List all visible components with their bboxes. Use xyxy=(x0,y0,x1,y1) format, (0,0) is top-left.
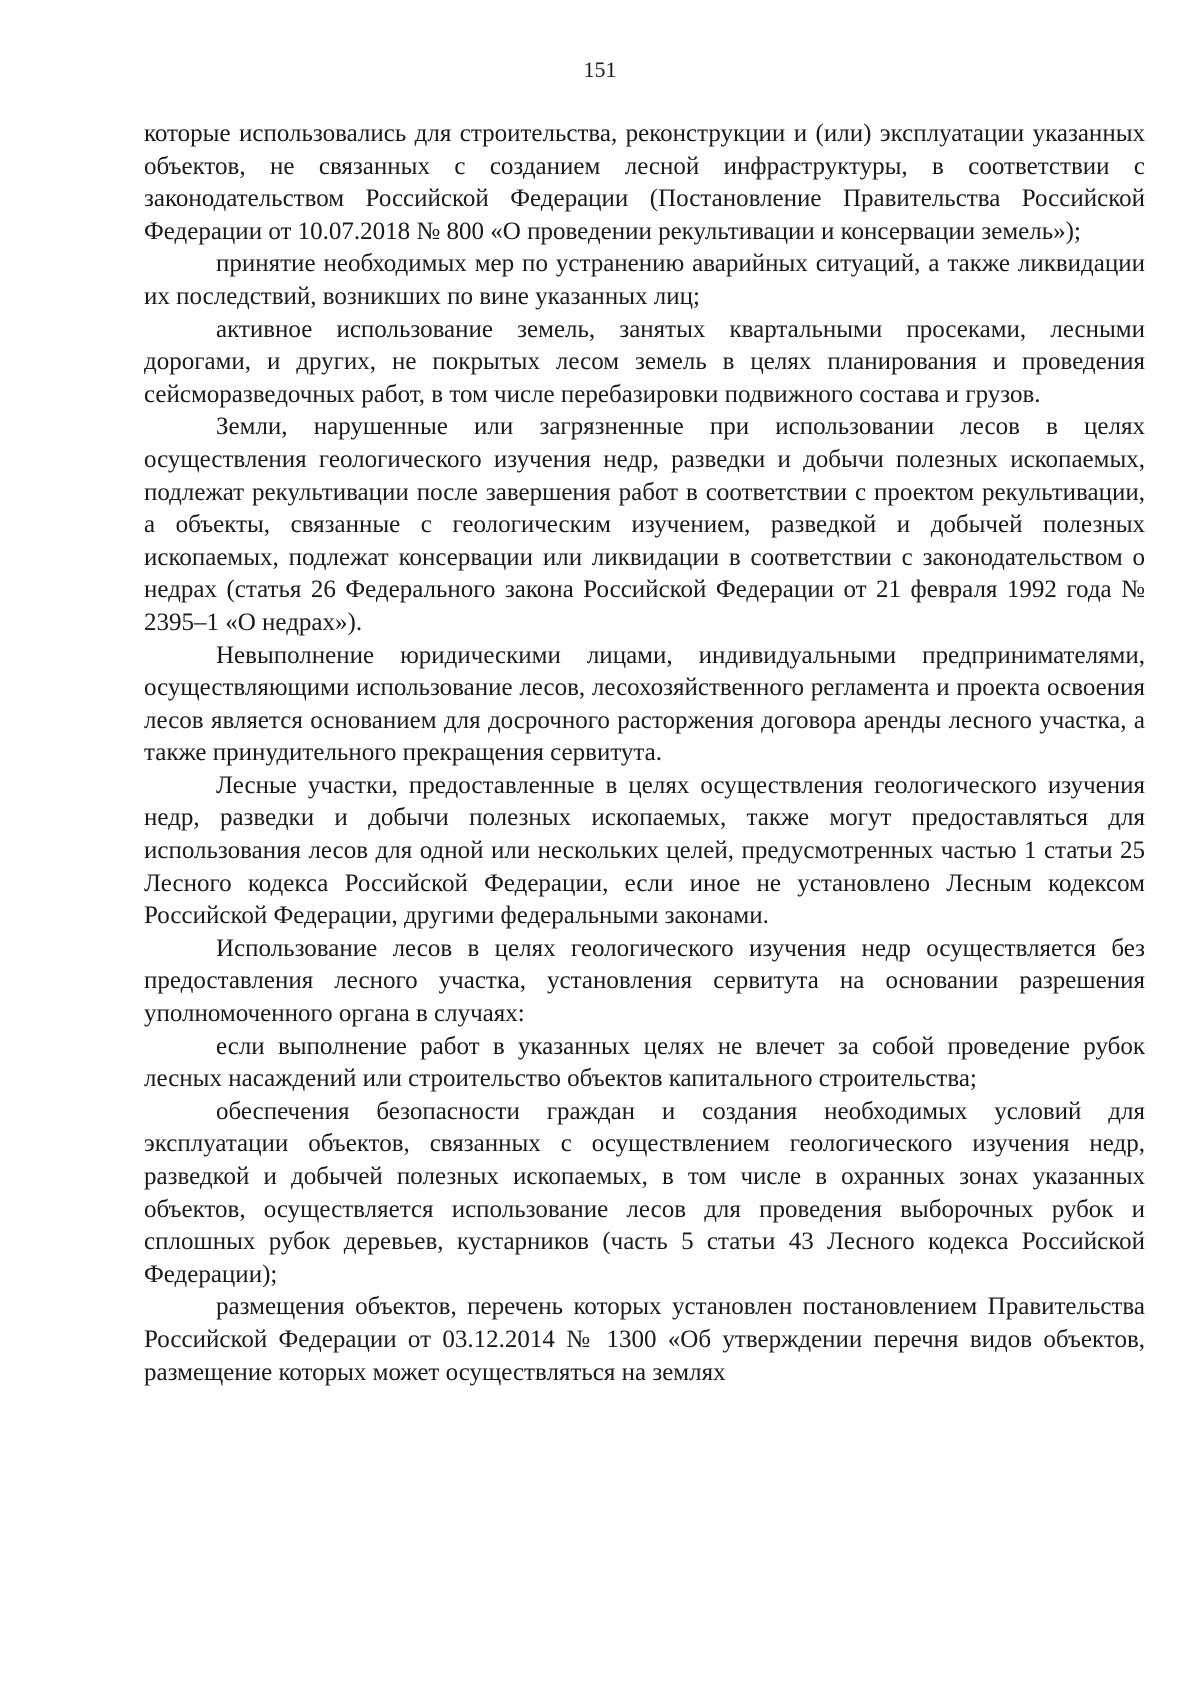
paragraph-emergency-measures: принятие необходимых мер по устранению аварийных ситуаций, а также ликвидации их последствий, возникших по вине указанных лиц; xyxy=(144,250,1145,310)
paragraph-reclamation: Земли, нарушенные или загрязненные при использовании лесов в целях осуществления геологического изучения недр, разведки и добычи полезных ископаемых, подлежат рекультивации после завершения работ в соответствии с проектом рекультивации, а объекты, связанные с геологическим изучением, разведкой и добычей полезных ископаемых, подлежат консервации или ликвидации в соответствии с законодательством о недрах (статья 26 Федерального закона Российской Федерации от 21 февраля 1992 года № 2395–1 «О недрах»). xyxy=(144,413,1145,636)
paragraph-case-safety: обеспечения безопасности граждан и создания необходимых условий для эксплуатации объектов, связанных с осуществлением геологического изучения недр, разведкой и добычей полезных ископаемых, в том числе в охранных зонах указанных объектов, осуществляется использование лесов для проведения выборочных рубок и сплошных рубок деревьев, кустарников (часть 5 статьи 43 Лесного кодекса Российской Федерации); xyxy=(144,1097,1145,1288)
paragraph-case-no-felling: если выполнение работ в указанных целях не влечет за собой проведение рубок лесных насаждений или строительство объектов капитального строительства; xyxy=(144,1032,1145,1093)
body-text xyxy=(144,118,1145,1389)
paragraph-case-objects: размещения объектов, перечень которых установлен постановлением Правительства Российской Федерации от 03.12.2014 № 1300 «Об утверждении перечня видов объектов, размещение которых может осуществляться на землях xyxy=(144,1293,1145,1386)
paragraph-continued: которые использовались для строительства, реконструкции и (или) эксплуатации указанных объектов, не связанных с созданием лесной инфраструктуры, в соответствии с законодательством Российской Федерации (Постановление Правительства Российской Федерации от 10.07.2018 № 800 «О проведении рекультивации и консервации земель»); xyxy=(144,120,1145,245)
paragraph-without-plot: Использование лесов в целях геологического изучения недр осуществляется без предоставления лесного участка, установления сервитута на основании разрешения уполномоченного органа в случаях: xyxy=(144,934,1145,1028)
paragraph-land-use-seismic: активное использование земель, занятых квартальными просеками, лесными дорогами, и других, не покрытых лесом земель в целях планирования и проведения сейсморазведочных работ, в том числе перебазировки подвижного состава и грузов. xyxy=(144,315,1145,408)
paragraph-non-compliance: Невыполнение юридическими лицами, индивидуальными предпринимателями, осуществляющими использование лесов, лесохозяйственного регламента и проекта освоения лесов является основанием для досрочного расторжения договора аренды лесного участка, а также принудительного прекращения сервитута. xyxy=(144,641,1145,767)
page-number: 151 xyxy=(583,57,617,82)
paragraph-forest-plots: Лесные участки, предоставленные в целях осуществления геологического изучения недр, разведки и добычи полезных ископаемых, также могут предоставляться для использования лесов для одной или нескольких целей, предусмотренных частью 1 статьи 25 Лесного кодекса Российской Федерации, если иное не установлено Лесным кодексом Российской Федерации, другими федеральными законами. xyxy=(144,771,1145,930)
